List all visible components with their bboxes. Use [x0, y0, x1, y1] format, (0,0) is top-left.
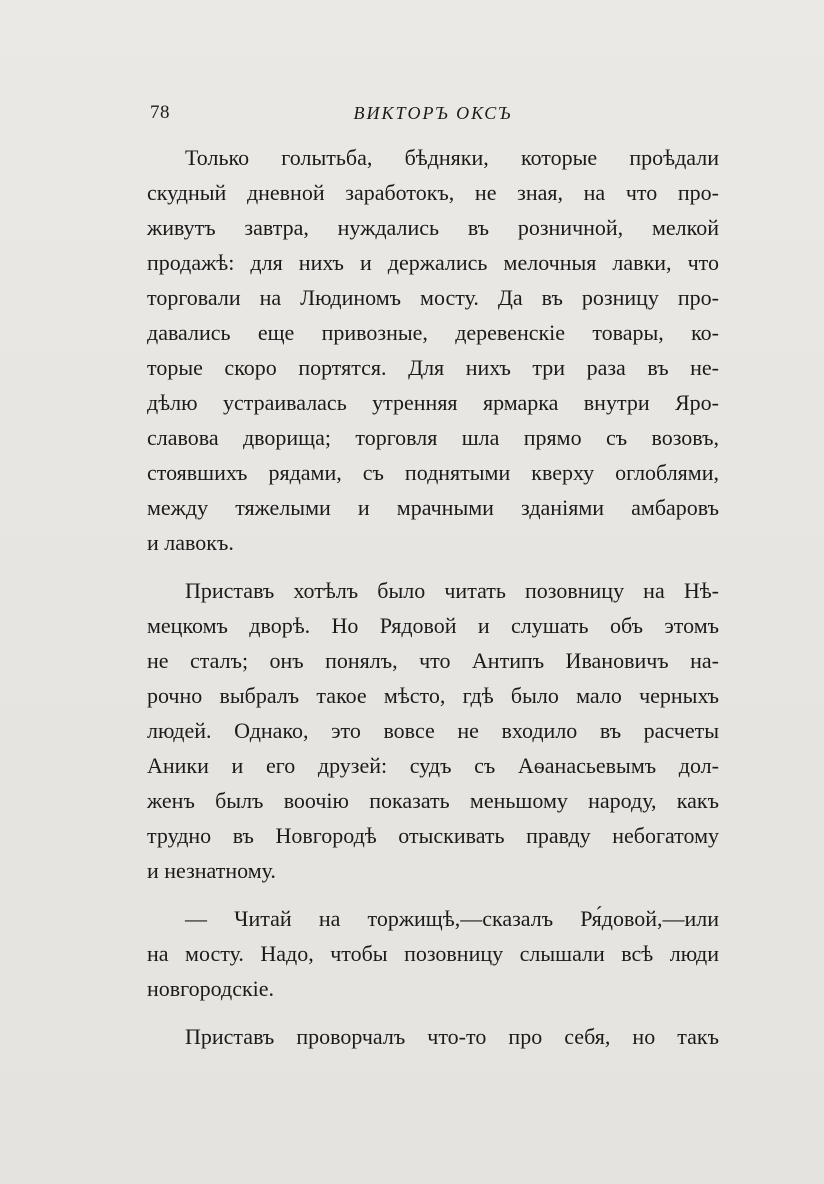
text-line: Аники и его друзей: судъ съ Аѳанасьевымъ дол-	[147, 753, 719, 778]
text-line: торые скоро портятся. Для нихъ три раза въ не-	[147, 355, 719, 380]
paragraph-gap	[147, 560, 719, 573]
text-line: Приставъ проворчалъ что-то про себя, но такъ	[185, 1024, 719, 1049]
text-line: Приставъ хотѣлъ было читать позовницу на Нѣ-	[185, 578, 719, 603]
text-line: дѣлю устраивалась утренняя ярмарка внутри Яро-	[147, 390, 719, 415]
text-line: скудный дневной заработокъ, не зная, на что про-	[147, 180, 719, 205]
text-line: и лавокъ.	[147, 530, 234, 555]
text-line: и незнатному.	[147, 858, 276, 883]
paragraph-gap	[147, 1006, 719, 1019]
paragraph	[147, 901, 719, 1006]
page-header	[147, 100, 719, 126]
text-line: продажѣ: для нихъ и держались мелочныя лавки, что	[147, 250, 719, 275]
page-number: 78	[150, 102, 170, 123]
text-line: трудно въ Новгородѣ отыскивать правду небогатому	[147, 823, 719, 848]
paragraph	[147, 1019, 719, 1054]
text-line: славова дворища; торговля шла прямо съ возовъ,	[147, 425, 719, 450]
text-line: новгородскіе.	[147, 976, 275, 1001]
paragraph	[147, 573, 719, 888]
paragraph	[147, 140, 719, 560]
text-line: не сталъ; онъ понялъ, что Антипъ Ивановичъ на-	[147, 648, 719, 673]
text-line: между тяжелыми и мрачными зданіями амбаровъ	[147, 495, 719, 520]
text-line: давались еще привозные, деревенскіе товары, ко-	[147, 320, 719, 345]
paragraph-gap	[147, 888, 719, 901]
text-line: живутъ завтра, нуждались въ розничной, мелкой	[147, 215, 719, 240]
text-line: рочно выбралъ такое мѣсто, гдѣ было мало черныхъ	[147, 683, 719, 708]
text-line: Только голытьба, бѣдняки, которые проѣдали	[185, 145, 719, 170]
text-line: на мосту. Надо, чтобы позовницу слышали всѣ люди	[147, 941, 719, 966]
text-line: — Читай на торжищѣ,—сказалъ Ря́довой,—или	[185, 906, 719, 931]
text-line: людей. Однако, это вовсе не входило въ расчеты	[147, 718, 719, 743]
body-text	[147, 140, 719, 1054]
text-line: мецкомъ дворѣ. Но Рядовой и слушать объ этомъ	[147, 613, 719, 638]
text-line: стоявшихъ рядами, съ поднятыми кверху оглоблями,	[147, 460, 719, 485]
running-title: ВИКТОРЪ ОКСЪ	[353, 103, 513, 123]
text-line: женъ былъ воочію показать меньшому народу, какъ	[147, 788, 719, 813]
text-line: торговали на Людиномъ мосту. Да въ розницу про-	[147, 285, 719, 310]
